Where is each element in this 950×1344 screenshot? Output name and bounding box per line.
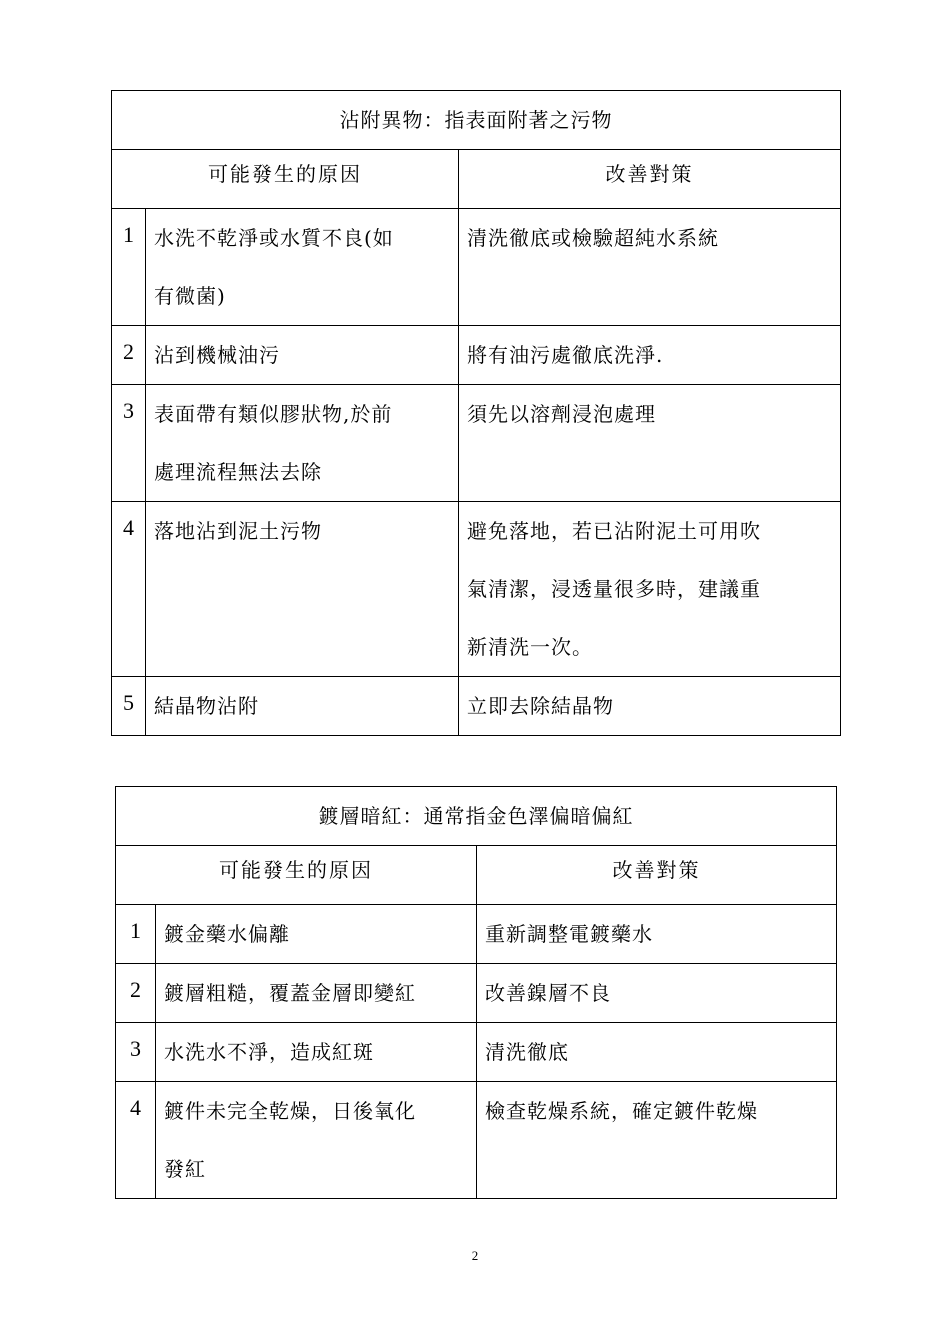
table-row	[116, 1082, 837, 1199]
cause-cell	[156, 1023, 477, 1082]
page-number: 2	[471, 1248, 479, 1263]
cause-text-line: 鍍件未完全乾燥，日後氧化	[164, 1099, 416, 1123]
solution-text-line: 改善鎳層不良	[485, 981, 611, 1005]
solution-text-line: 須先以溶劑浸泡處理	[467, 402, 656, 426]
table-title: 鍍層暗紅：通常指金色澤偏暗偏紅	[116, 787, 837, 846]
row-number: 3	[112, 385, 146, 502]
cause-text-line: 表面帶有類似膠狀物,於前	[154, 402, 393, 426]
solution-cell	[459, 326, 841, 385]
table-row	[112, 385, 841, 502]
solution-text-line: 檢查乾燥系統，確定鍍件乾燥	[485, 1099, 758, 1123]
row-number: 3	[116, 1023, 156, 1082]
table-row	[116, 905, 837, 964]
solution-text-line: 清洗徹底	[485, 1040, 569, 1064]
cause-cell	[156, 964, 477, 1023]
table-row	[112, 209, 841, 326]
table-adhered-foreign-matter	[111, 90, 841, 736]
solution-text-line: 清洗徹底或檢驗超純水系統	[467, 226, 719, 250]
solution-cell	[459, 677, 841, 736]
solution-text-line: 氣清潔，浸透量很多時，建議重	[467, 577, 761, 601]
row-number: 4	[112, 502, 146, 677]
header-cause: 可能發生的原因	[112, 150, 459, 209]
row-number: 5	[112, 677, 146, 736]
header-solution: 改善對策	[477, 846, 837, 905]
solution-cell	[477, 1082, 837, 1199]
cause-cell	[156, 905, 477, 964]
solution-cell	[477, 905, 837, 964]
cause-text-line: 鍍金藥水偏離	[164, 922, 290, 946]
cause-cell	[146, 385, 459, 502]
solution-text-line: 將有油污處徹底洗淨.	[467, 343, 664, 367]
solution-cell	[459, 209, 841, 326]
cause-text-line: 結晶物沾附	[154, 694, 259, 718]
cause-cell	[156, 1082, 477, 1199]
table-body	[112, 209, 841, 736]
table-dark-red-plating	[115, 786, 837, 1199]
cause-cell	[146, 677, 459, 736]
cause-text-line: 水洗水不淨，造成紅斑	[164, 1040, 374, 1064]
row-number: 1	[112, 209, 146, 326]
table-row	[112, 677, 841, 736]
table-row	[112, 326, 841, 385]
row-number: 4	[116, 1082, 156, 1199]
table-title: 沾附異物：指表面附著之污物	[112, 91, 841, 150]
solution-cell	[459, 385, 841, 502]
cause-text-line: 落地沾到泥土污物	[154, 519, 322, 543]
table-row	[116, 964, 837, 1023]
cause-cell	[146, 209, 459, 326]
cause-text-line: 發紅	[164, 1157, 206, 1181]
cause-text-line: 處理流程無法去除	[154, 460, 322, 484]
cause-cell	[146, 502, 459, 677]
solution-text-line: 避免落地，若已沾附泥土可用吹	[467, 519, 761, 543]
cause-cell	[146, 326, 459, 385]
solution-cell	[459, 502, 841, 677]
table-body	[116, 905, 837, 1199]
solution-cell	[477, 1023, 837, 1082]
solution-text-line: 立即去除結晶物	[467, 694, 614, 718]
cause-text-line: 有微菌)	[154, 284, 226, 308]
row-number: 2	[112, 326, 146, 385]
header-solution: 改善對策	[459, 150, 841, 209]
header-cause: 可能發生的原因	[116, 846, 477, 905]
solution-cell	[477, 964, 837, 1023]
table-row	[112, 502, 841, 677]
row-number: 2	[116, 964, 156, 1023]
cause-text-line: 沾到機械油污	[154, 343, 280, 367]
table-row	[116, 1023, 837, 1082]
solution-text-line: 新清洗一次。	[467, 635, 593, 659]
cause-text-line: 水洗不乾淨或水質不良(如	[154, 226, 394, 250]
solution-text-line: 重新調整電鍍藥水	[485, 922, 653, 946]
cause-text-line: 鍍層粗糙，覆蓋金層即變紅	[164, 981, 416, 1005]
row-number: 1	[116, 905, 156, 964]
